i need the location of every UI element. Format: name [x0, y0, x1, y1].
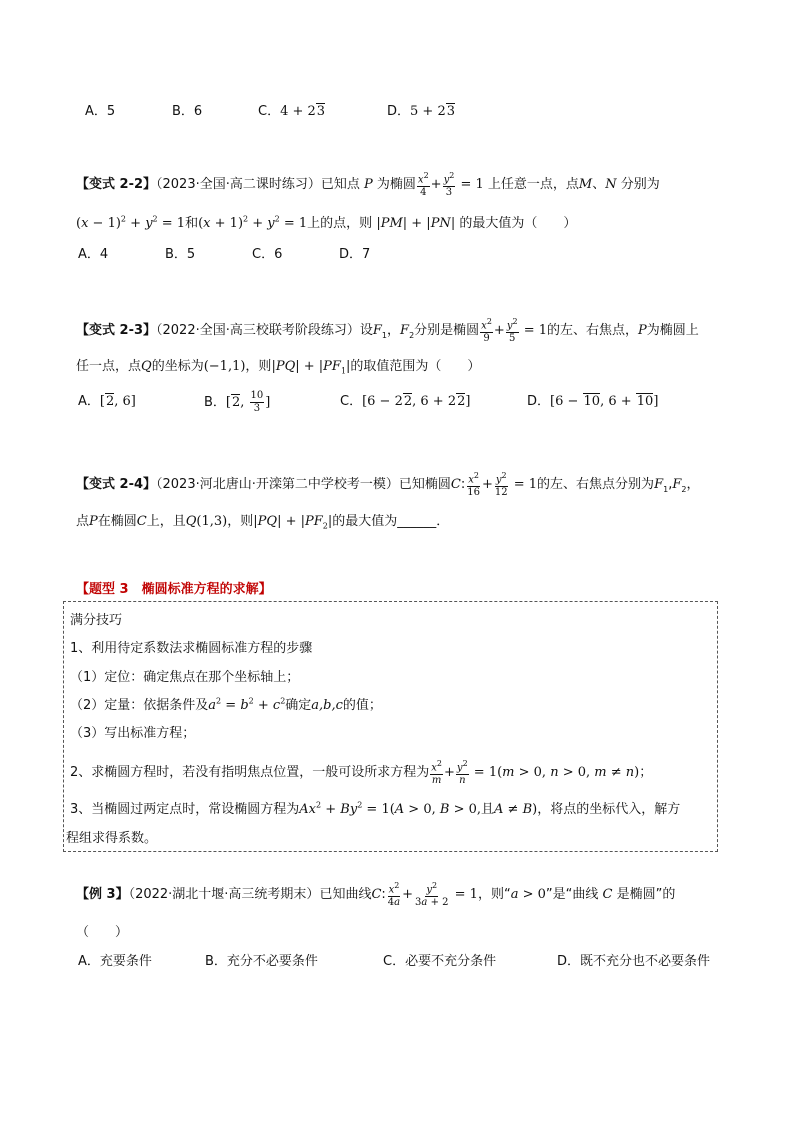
variant-tag: 【变式 2-3】 [76, 323, 157, 339]
choice-d[interactable]: D．5 + 23 [387, 104, 455, 119]
example-tag: 【例 3】 [76, 887, 129, 903]
choice-c[interactable]: C．[6 − 22, 6 + 22] [340, 394, 471, 409]
choice-c[interactable]: C．必要不充分条件 [383, 954, 497, 969]
choice-b[interactable]: B．充分不必要条件 [205, 954, 318, 969]
tips-line: 3、当椭圆过两定点时，常设椭圆方程为$Ax^2 + By^2 = 1(A > 0$, B > 0,且A ≠ B)，将点的坐标代入，解方 [70, 800, 681, 817]
choice-a[interactable]: A．[2, 6] [78, 394, 136, 409]
source: （2022·湖北十堰·高三统考期末） [128, 887, 320, 903]
variant-tag: 【变式 2-4】 [76, 477, 157, 493]
variant-2-3-line1: 【变式 2-3】（2022·全国·高三校联考阶段练习）设$F_1$，$F_2$分别是椭圆 $\frac{x^2}{9}$ + $\frac{y^2}{5}$ = 1的左、右焦点，P为椭圆上 [76, 317, 699, 345]
section-title: 【题型 3 椭圆标准方程的求解】 [76, 582, 272, 597]
tips-line: 2、求椭圆方程时，若没有指明焦点位置，一般可设所求方程为 $\frac{x^2}{m}$ + $\frac{y^2}{n}$ = 1(m > 0, n > 0, m ≠ n)； [70, 759, 653, 787]
tips-title: 满分技巧 [70, 613, 123, 628]
choice-c[interactable]: C．4 + 23 [258, 104, 326, 119]
choice-b[interactable]: B．6 [172, 104, 203, 119]
choice-d[interactable]: D．既不充分也不必要条件 [557, 954, 711, 969]
choice-a[interactable]: A．4 [78, 247, 109, 262]
choice-a[interactable]: A．充要条件 [78, 954, 152, 969]
variant-2-3-line2: 任一点，点Q的坐标为(−1,1)，则$|PQ| + |PF_1|$的取值范围为（ ） [76, 359, 481, 376]
choice-d[interactable]: D．[6 − 10, 6 + 10] [527, 394, 659, 409]
example-3-line1: 【例 3】（2022·湖北十堰·高三统考期末）已知曲线C: $\frac{x^2}{4a}$ + $\frac{y^2}{3a + 2}$ = 1，则“a > 0”是“曲线 C 是椭圆”的 [76, 881, 676, 909]
source: （2023·河北唐山·开滦第二中学校考一模） [156, 477, 399, 493]
choice-a[interactable]: A．5 [85, 104, 116, 119]
tips-line: 1、利用待定系数法求椭圆标准方程的步骤 [70, 641, 313, 656]
variant-2-4-line2: 点P在椭圆C上，且Q(1,3)，则$|PQ| + |PF_2|$的最大值为______． [76, 514, 450, 531]
choice-b[interactable]: B．5 [165, 247, 196, 262]
choice-c[interactable]: C．6 [252, 247, 283, 262]
tips-line: （2）定量：依据条件及$a^2 = b^2 + c^2$确定a,b,c的值； [70, 696, 382, 713]
tips-line: 程组求得系数。 [66, 831, 158, 846]
example-3-paren: （ ） [76, 925, 129, 940]
tips-line: （1）定位：确定焦点在那个坐标轴上； [70, 670, 300, 685]
variant-2-2-line2: $(x - 1)^2 + y^2 = 1$和$(x + 1)^2 + y^2 = 1$上的点，则 |PM| + |PN| 的最大值为（ ） [76, 214, 577, 231]
choice-d[interactable]: D．7 [339, 247, 371, 262]
source: （2023·全国·高二课时练习） [156, 177, 321, 193]
choice-b[interactable]: B．[2, $\frac{10}{3}$ ] [204, 390, 271, 414]
tips-line: （3）写出标准方程； [70, 726, 196, 741]
variant-2-4-line1: 【变式 2-4】（2023·河北唐山·开滦第二中学校考一模）已知椭圆C: $\frac{x^2}{16}$ + $\frac{y^2}{12}$ = 1的左、右焦点分别为$F_1,F_2$， [76, 471, 700, 499]
source: （2022·全国·高三校联考阶段练习） [156, 323, 360, 339]
variant-tag: 【变式 2-2】 [76, 177, 157, 193]
variant-2-2-line1: 【变式 2-2】（2023·全国·高二课时练习）已知点 P 为椭圆 $\frac{x^2}{4}$ + $\frac{y^2}{3}$ = 1 上任意一点，点M、N 分别为 [76, 171, 660, 199]
